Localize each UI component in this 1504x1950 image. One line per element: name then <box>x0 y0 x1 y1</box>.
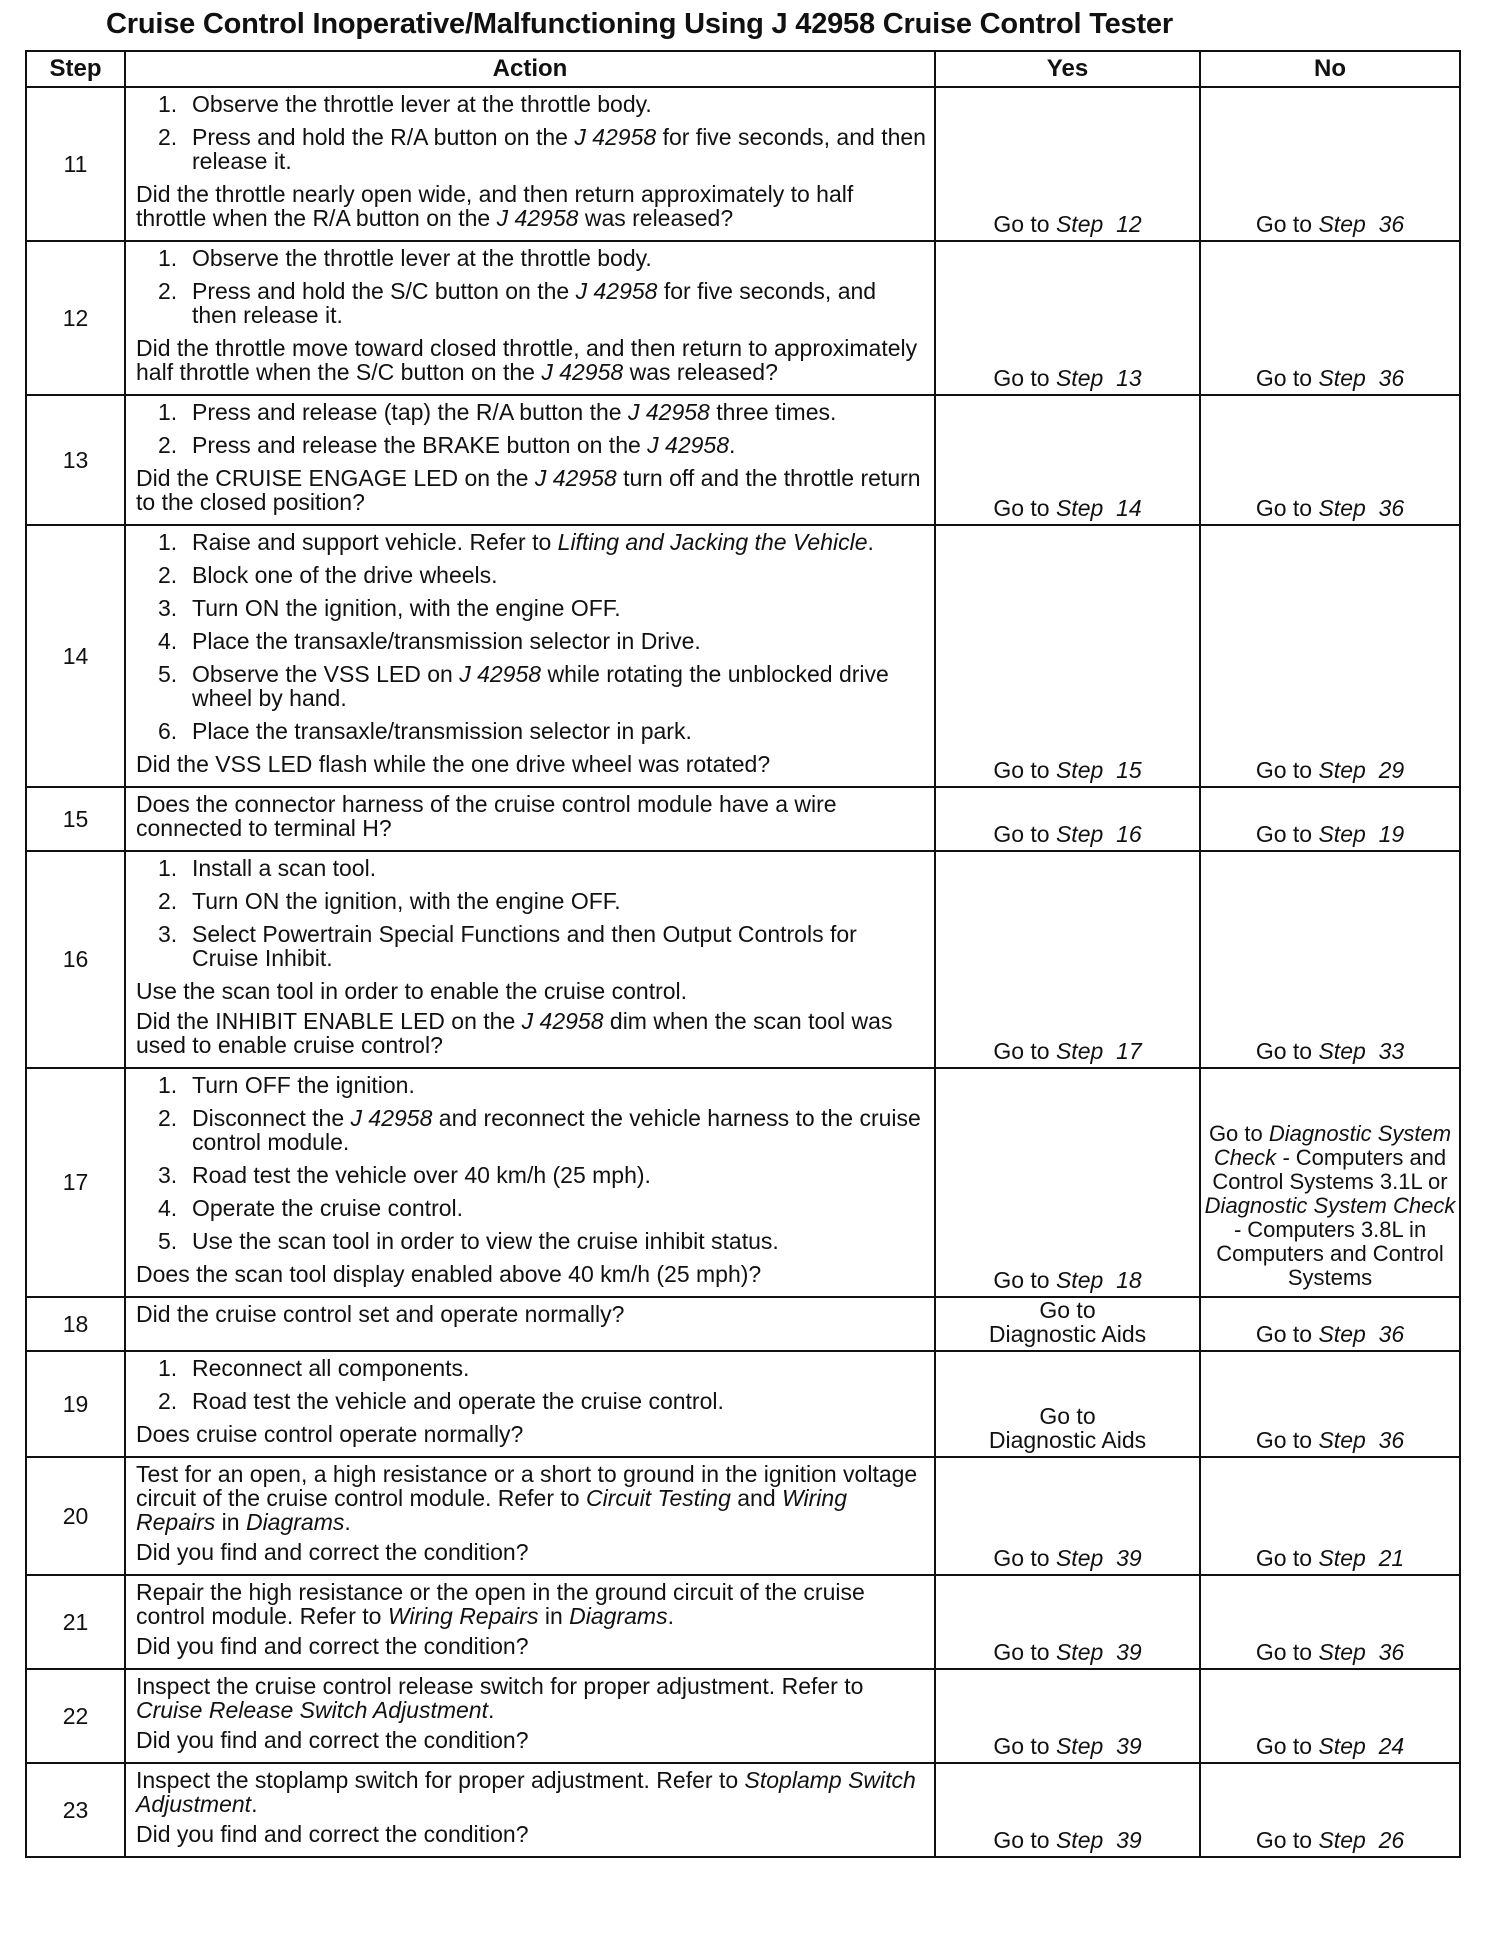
go-to-label: Go to <box>993 1733 1050 1759</box>
header-step: Step <box>26 51 125 87</box>
step-number: 12 <box>26 241 125 395</box>
item-number: 3. <box>158 921 178 947</box>
step-number: 17 <box>26 1068 125 1297</box>
step-list <box>136 92 926 173</box>
step-word: Step <box>1055 1639 1104 1665</box>
table-row <box>26 1669 1460 1763</box>
text-run: Does the scan tool display enabled above 40 km/h (25 mph)? <box>136 1261 762 1287</box>
no-result <box>1200 525 1460 787</box>
item-number: 2. <box>158 278 178 304</box>
text-run: Disconnect the <box>192 1105 351 1131</box>
text-run: Select Powertrain Special Functions and then Output Controls for Cruise Inhibit. <box>192 921 857 971</box>
no-result <box>1200 241 1460 395</box>
item-number: 2. <box>158 562 178 588</box>
table-row <box>26 1068 1460 1297</box>
table-row <box>26 787 1460 851</box>
italic-text: J 42958 <box>496 205 579 231</box>
question-text <box>136 1634 926 1658</box>
text-run: Does the connector harness of the cruise control module have a wire connected to terminal H? <box>136 791 837 841</box>
no-result <box>1200 1575 1460 1669</box>
go-to-label: Go to <box>993 495 1050 521</box>
yes-result <box>935 1763 1200 1857</box>
go-to-label: Go to <box>1255 1639 1313 1665</box>
text-run: . <box>251 1791 258 1817</box>
item-number: 3. <box>158 1162 178 1188</box>
yes-result <box>935 525 1200 787</box>
list-item <box>136 719 926 743</box>
text-run: Turn OFF the ignition. <box>192 1072 415 1098</box>
text-run: Did you find and correct the condition? <box>136 1539 529 1565</box>
table-row <box>26 1351 1460 1457</box>
action-cell <box>125 87 935 241</box>
step-word: Step <box>1055 1733 1104 1759</box>
text-run: while rotating the unblocked drive wheel by hand. <box>192 661 889 711</box>
italic-text: Wiring Repairs <box>387 1603 539 1629</box>
text-run: Turn ON the ignition, with the engine OFF. <box>192 595 621 621</box>
go-to-label: Go to <box>993 1545 1050 1571</box>
action-cell <box>125 1068 935 1297</box>
item-number: 5. <box>158 661 178 687</box>
instruction-text <box>136 1462 926 1534</box>
text-run: . <box>667 1603 674 1629</box>
step-number: 11 <box>26 87 125 241</box>
target-step-number: 13 <box>1116 365 1142 391</box>
action-cell <box>125 1669 935 1763</box>
diagnostic-aids-link: Diagnostic Aids <box>988 1427 1147 1453</box>
yes-result <box>935 395 1200 525</box>
text-run: . <box>867 529 874 555</box>
text-run: Reconnect all components. <box>192 1355 470 1381</box>
item-number: 1. <box>158 91 178 117</box>
italic-text: Wiring Repairs <box>136 1485 847 1535</box>
question-text <box>136 466 926 514</box>
italic-text: J 42958 <box>627 399 710 425</box>
go-to-label: Go to <box>1255 821 1313 847</box>
text-run: Computers and Control Systems 3.1L or <box>1212 1145 1448 1194</box>
target-step-number: 36 <box>1378 211 1405 237</box>
target-step-number: 16 <box>1116 821 1142 847</box>
step-word: Step <box>1318 1545 1366 1571</box>
step-number: 15 <box>26 787 125 851</box>
diagnostic-table <box>25 50 1461 1858</box>
target-step-number: 36 <box>1378 365 1405 391</box>
italic-text: J 42958 <box>575 278 658 304</box>
target-step-number: 29 <box>1378 757 1405 783</box>
italic-text: J 42958 <box>541 359 624 385</box>
step-word: Step <box>1318 1321 1366 1347</box>
text-run: Computers 3.8L in Computers and Control Systems <box>1216 1217 1444 1290</box>
target-step-number: 24 <box>1378 1733 1405 1759</box>
text-run: Did you find and correct the condition? <box>136 1727 529 1753</box>
list-item <box>136 1073 926 1097</box>
target-step-number: 26 <box>1378 1827 1405 1853</box>
table-row <box>26 851 1460 1068</box>
text-run: three times. <box>709 399 837 425</box>
step-number: 13 <box>26 395 125 525</box>
step-number: 18 <box>26 1297 125 1351</box>
table-row <box>26 87 1460 241</box>
italic-text: J 42958 <box>647 432 730 458</box>
question-text <box>136 1540 926 1564</box>
action-cell <box>125 525 935 787</box>
table-body <box>26 87 1460 1857</box>
text-run: Use the scan tool in order to view the cruise inhibit status. <box>192 1228 779 1254</box>
list-item <box>136 596 926 620</box>
text-run: for five seconds, and then release it. <box>192 278 877 328</box>
target-step-number: 36 <box>1378 1427 1405 1453</box>
yes-result <box>935 241 1200 395</box>
action-cell <box>125 851 935 1068</box>
table-header-row <box>26 51 1460 87</box>
instruction-text <box>136 1580 926 1628</box>
item-number: 2. <box>158 888 178 914</box>
step-word: Step <box>1055 211 1104 237</box>
step-word: Step <box>1318 495 1366 521</box>
text-run: was released? <box>578 205 734 231</box>
item-number: 2. <box>158 432 178 458</box>
question-text <box>136 792 926 840</box>
go-to-label: Go to <box>993 365 1050 391</box>
go-to-label: Go to <box>993 211 1050 237</box>
no-result <box>1200 395 1460 525</box>
list-item <box>136 662 926 710</box>
list-item <box>136 530 926 554</box>
no-result <box>1200 851 1460 1068</box>
list-item <box>136 563 926 587</box>
go-to-label: Go to <box>993 1267 1050 1293</box>
text-run: Inspect the stoplamp switch for proper adjustment. Refer to <box>136 1767 745 1793</box>
step-list <box>136 246 926 327</box>
table-row <box>26 1297 1460 1351</box>
instruction-text <box>136 1768 926 1816</box>
yes-result <box>935 1351 1200 1457</box>
yes-result <box>935 1669 1200 1763</box>
item-number: 1. <box>158 855 178 881</box>
go-to-label: Go to <box>1255 495 1313 521</box>
action-cell <box>125 395 935 525</box>
list-item <box>136 922 926 970</box>
step-word: Step <box>1318 1038 1366 1064</box>
header-no: No <box>1200 51 1460 87</box>
text-run: Observe the throttle lever at the throttle body. <box>192 245 652 271</box>
instruction-text <box>136 1674 926 1722</box>
item-number: 2. <box>158 1388 178 1414</box>
step-number: 21 <box>26 1575 125 1669</box>
no-result <box>1200 787 1460 851</box>
question-text <box>136 1262 926 1286</box>
step-word: Step <box>1055 1545 1104 1571</box>
go-to-label: Go to <box>1255 1321 1313 1347</box>
table-row <box>26 1457 1460 1575</box>
action-cell <box>125 1457 935 1575</box>
question-text <box>136 1302 926 1326</box>
item-number: 1. <box>158 529 178 555</box>
table-row <box>26 395 1460 525</box>
item-number: 1. <box>158 245 178 271</box>
item-number: 2. <box>158 1105 178 1131</box>
target-step-number: 12 <box>1116 211 1142 237</box>
action-cell <box>125 1351 935 1457</box>
text-run: Did you find and correct the condition? <box>136 1633 529 1659</box>
italic-text: J 42958 <box>350 1105 433 1131</box>
step-word: Step <box>1055 1267 1104 1293</box>
target-step-number: 36 <box>1378 495 1405 521</box>
step-number: 22 <box>26 1669 125 1763</box>
text-run: for five seconds, and then release it. <box>192 124 926 174</box>
text-run: Turn ON the ignition, with the engine OFF. <box>192 888 621 914</box>
action-cell <box>125 241 935 395</box>
go-to-label: Go to <box>993 821 1050 847</box>
go-to-label: Go to <box>1255 211 1313 237</box>
action-cell <box>125 1297 935 1351</box>
go-to-label: Go to <box>1255 1545 1313 1571</box>
target-step-number: 19 <box>1378 821 1405 847</box>
list-item <box>136 279 926 327</box>
text-run: Place the transaxle/transmission selector in Drive. <box>192 628 701 654</box>
go-to-label: Go to <box>993 1639 1050 1665</box>
target-step-number: 39 <box>1116 1545 1142 1571</box>
header-action: Action <box>125 51 935 87</box>
question-text <box>136 1422 926 1446</box>
header-yes: Yes <box>935 51 1200 87</box>
no-result <box>1200 1297 1460 1351</box>
text-run: Test for an open, a high resistance or a short to ground in the ignition voltage circuit of the cruise control module. Refer to <box>136 1461 918 1511</box>
text-run: Did you find and correct the condition? <box>136 1821 529 1847</box>
italic-text: J 42958 <box>534 465 617 491</box>
table-row <box>26 1763 1460 1857</box>
diagnostic-aids-link: Diagnostic Aids <box>988 1321 1147 1347</box>
step-word: Step <box>1055 757 1104 783</box>
step-list <box>136 530 926 743</box>
question-text <box>136 336 926 384</box>
step-word: Step <box>1318 1827 1366 1853</box>
italic-text: Circuit Testing <box>585 1485 731 1511</box>
go-to-label: Go to <box>1255 1038 1313 1064</box>
list-item <box>136 92 926 116</box>
go-to-label: Go to <box>1255 757 1313 783</box>
step-list <box>136 856 926 970</box>
yes-result <box>935 1575 1200 1669</box>
text-run: Did the VSS LED flash while the one drive wheel was rotated? <box>136 751 771 777</box>
target-step-number: 17 <box>1116 1038 1142 1064</box>
italic-text: Lifting and Jacking the Vehicle <box>557 529 868 555</box>
step-word: Step <box>1055 1038 1104 1064</box>
text-run: Install a scan tool. <box>192 855 377 881</box>
step-word: Step <box>1055 821 1104 847</box>
text-run: in <box>538 1603 570 1629</box>
target-step-number: 33 <box>1378 1038 1405 1064</box>
yes-result <box>935 87 1200 241</box>
text-run: Did the cruise control set and operate normally? <box>136 1301 625 1327</box>
item-number: 4. <box>158 1195 178 1221</box>
text-run: Did the INHIBIT ENABLE LED on the <box>136 1008 522 1034</box>
text-run: . <box>344 1509 351 1535</box>
go-to-label: Go to <box>993 1038 1050 1064</box>
list-item <box>136 1163 926 1187</box>
text-run: Press and hold the S/C button on the <box>192 278 576 304</box>
step-list <box>136 1356 926 1413</box>
no-result <box>1200 1669 1460 1763</box>
text-run: was released? <box>623 359 778 385</box>
step-number: 19 <box>26 1351 125 1457</box>
question-text <box>136 1728 926 1752</box>
text-run: Press and hold the R/A button on the <box>192 124 575 150</box>
text-run: Go to <box>1208 1121 1269 1146</box>
target-step-number: 36 <box>1378 1639 1405 1665</box>
list-item <box>136 1106 926 1154</box>
text-run: Block one of the drive wheels. <box>192 562 498 588</box>
yes-result <box>935 1068 1200 1297</box>
no-result <box>1200 1351 1460 1457</box>
step-number: 20 <box>26 1457 125 1575</box>
text-run: Raise and support vehicle. Refer to <box>192 529 558 555</box>
text-run: . <box>487 1697 495 1723</box>
item-number: 1. <box>158 399 178 425</box>
step-word: Step <box>1318 1427 1366 1453</box>
no-result <box>1200 87 1460 241</box>
step-number: 16 <box>26 851 125 1068</box>
italic-text: Diagrams <box>245 1509 345 1535</box>
page-title: Cruise Control Inoperative/Malfunctioning Using J 42958 Cruise Control Tester <box>106 8 1173 40</box>
text-run: . <box>729 432 736 458</box>
list-item <box>136 1229 926 1253</box>
target-step-number: 39 <box>1116 1827 1142 1853</box>
system-check-reference <box>1201 1122 1459 1292</box>
yes-result <box>935 787 1200 851</box>
italic-text: J 42958 <box>574 124 657 150</box>
question-text <box>136 752 926 776</box>
item-number: 6. <box>158 718 178 744</box>
text-run: Did the CRUISE ENGAGE LED on the <box>136 465 535 491</box>
text-run: Road test the vehicle and operate the cruise control. <box>192 1388 724 1414</box>
action-cell <box>125 787 935 851</box>
target-step-number: 18 <box>1116 1267 1142 1293</box>
step-list <box>136 1073 926 1253</box>
list-item <box>136 246 926 270</box>
step-word: Step <box>1055 365 1104 391</box>
item-number: 3. <box>158 595 178 621</box>
italic-text: J 42958 <box>521 1008 604 1034</box>
go-to-label: Go to <box>1039 1297 1096 1323</box>
italic-text: Diagnostic System Check - <box>1213 1121 1452 1170</box>
list-item <box>136 856 926 880</box>
text-run: and reconnect the vehicle harness to the cruise control module. <box>192 1105 921 1155</box>
item-number: 2. <box>158 124 178 150</box>
list-item <box>136 889 926 913</box>
go-to-label: Go to <box>1255 1733 1313 1759</box>
italic-text: Diagrams <box>569 1603 668 1629</box>
list-item <box>136 400 926 424</box>
step-word: Step <box>1318 365 1366 391</box>
step-list <box>136 400 926 457</box>
text-run: Press and release (tap) the R/A button the <box>192 399 628 425</box>
target-step-number: 36 <box>1378 1321 1405 1347</box>
no-result <box>1200 1763 1460 1857</box>
text-run: Observe the throttle lever at the throttle body. <box>192 91 652 117</box>
text-run: Does cruise control operate normally? <box>136 1421 524 1447</box>
action-cell <box>125 1763 935 1857</box>
go-to-label: Go to <box>1039 1403 1096 1429</box>
list-item <box>136 1356 926 1380</box>
question-text <box>136 1822 926 1846</box>
text-run: in <box>215 1509 246 1535</box>
item-number: 1. <box>158 1355 178 1381</box>
yes-result <box>935 1297 1200 1351</box>
go-to-label: Go to <box>1255 1827 1313 1853</box>
no-result <box>1200 1068 1460 1297</box>
step-word: Step <box>1055 495 1104 521</box>
go-to-label: Go to <box>993 757 1050 783</box>
step-word: Step <box>1318 1733 1366 1759</box>
question-text <box>136 1009 926 1057</box>
step-number: 23 <box>26 1763 125 1857</box>
target-step-number: 14 <box>1116 495 1142 521</box>
no-result <box>1200 1457 1460 1575</box>
instruction-text <box>136 979 926 1003</box>
go-to-label: Go to <box>1255 365 1313 391</box>
list-item <box>136 1196 926 1220</box>
text-run: Place the transaxle/transmission selector in park. <box>192 718 692 744</box>
text-run: dim when the scan tool was used to enable cruise control? <box>136 1008 893 1058</box>
text-run: Did the throttle move toward closed throttle, and then return to approximately half throttle when the S/C button on the <box>136 335 918 385</box>
table-row <box>26 241 1460 395</box>
go-to-label: Go to <box>993 1827 1050 1853</box>
target-step-number: 15 <box>1116 757 1142 783</box>
text-run: and <box>730 1485 783 1511</box>
text-run: Road test the vehicle over 40 km/h (25 mph). <box>192 1162 651 1188</box>
text-run: turn off and the throttle return to the closed position? <box>136 465 921 515</box>
step-word: Step <box>1318 757 1366 783</box>
italic-text: Cruise Release Switch Adjustment <box>136 1697 488 1723</box>
list-item <box>136 433 926 457</box>
item-number: 5. <box>158 1228 178 1254</box>
target-step-number: 39 <box>1116 1639 1142 1665</box>
text-run: Use the scan tool in order to enable the cruise control. <box>136 978 688 1004</box>
text-run: Press and release the BRAKE button on the <box>192 432 648 458</box>
text-run: Observe the VSS LED on <box>192 661 460 687</box>
go-to-label: Go to <box>1255 1427 1313 1453</box>
yes-result <box>935 851 1200 1068</box>
item-number: 4. <box>158 628 178 654</box>
step-number: 14 <box>26 525 125 787</box>
table-row <box>26 525 1460 787</box>
text-run: Repair the high resistance or the open in the ground circuit of the cruise control module. Refer to <box>136 1579 865 1629</box>
italic-text: J 42958 <box>459 661 542 687</box>
italic-text: Diagnostic System Check - <box>1204 1193 1456 1242</box>
yes-result <box>935 1457 1200 1575</box>
item-number: 1. <box>158 1072 178 1098</box>
text-run: Operate the cruise control. <box>192 1195 464 1221</box>
list-item <box>136 1389 926 1413</box>
text-run: Did the throttle nearly open wide, and then return approximately to half throttle when the R/A button on the <box>136 181 854 231</box>
step-word: Step <box>1318 821 1366 847</box>
italic-text: Stoplamp Switch Adjustment <box>136 1767 916 1817</box>
target-step-number: 21 <box>1378 1545 1405 1571</box>
step-word: Step <box>1318 1639 1366 1665</box>
list-item <box>136 125 926 173</box>
target-step-number: 39 <box>1116 1733 1142 1759</box>
question-text <box>136 182 926 230</box>
action-cell <box>125 1575 935 1669</box>
step-word: Step <box>1055 1827 1104 1853</box>
step-word: Step <box>1318 211 1366 237</box>
table-row <box>26 1575 1460 1669</box>
text-run: Inspect the cruise control release switch for proper adjustment. Refer to <box>136 1673 864 1699</box>
list-item <box>136 629 926 653</box>
